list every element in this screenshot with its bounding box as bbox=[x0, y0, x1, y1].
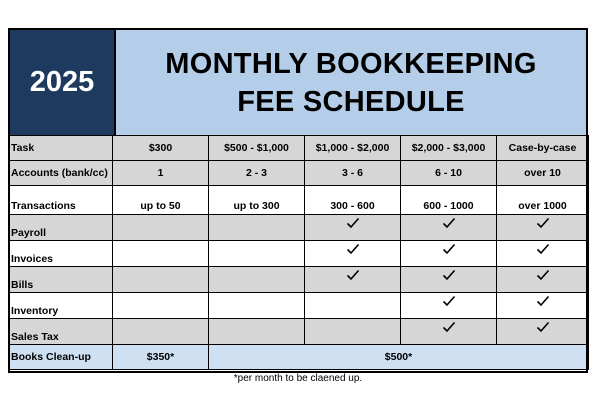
cleanup-price: $350* bbox=[113, 345, 209, 370]
check-icon bbox=[442, 295, 456, 307]
cleanup-row bbox=[9, 345, 589, 370]
table-cell: up to 50 bbox=[113, 186, 209, 215]
check-icon bbox=[442, 269, 456, 281]
row-label: Books Clean-up bbox=[9, 345, 113, 370]
check-cell bbox=[497, 267, 589, 293]
check-cell bbox=[401, 241, 497, 267]
table-cell: 3 - 6 bbox=[305, 161, 401, 186]
check-cell bbox=[305, 293, 401, 319]
row-label: Inventory bbox=[9, 293, 113, 319]
table-header-row bbox=[9, 136, 589, 161]
check-cell bbox=[113, 215, 209, 241]
check-cell bbox=[497, 319, 589, 345]
row-label: Payroll bbox=[9, 215, 113, 241]
fee-table bbox=[8, 135, 589, 370]
check-cell bbox=[209, 293, 305, 319]
check-icon bbox=[346, 217, 360, 229]
table-row bbox=[9, 215, 589, 241]
header bbox=[8, 28, 588, 137]
check-icon bbox=[536, 321, 550, 333]
table-row bbox=[9, 161, 589, 186]
check-icon bbox=[536, 243, 550, 255]
row-label: Accounts (bank/cc) bbox=[9, 161, 113, 186]
check-cell bbox=[497, 215, 589, 241]
row-label: Transactions bbox=[9, 186, 113, 215]
check-cell bbox=[113, 241, 209, 267]
task-header: Task bbox=[9, 136, 113, 161]
fee-schedule bbox=[8, 28, 588, 370]
tier-header: $500 - $1,000 bbox=[209, 136, 305, 161]
table-cell: 6 - 10 bbox=[401, 161, 497, 186]
check-cell bbox=[113, 267, 209, 293]
check-cell bbox=[305, 215, 401, 241]
check-icon bbox=[442, 243, 456, 255]
row-label: Invoices bbox=[9, 241, 113, 267]
tier-header: $2,000 - $3,000 bbox=[401, 136, 497, 161]
table-cell: over 1000 bbox=[497, 186, 589, 215]
row-label: Bills bbox=[9, 267, 113, 293]
row-label: Sales Tax bbox=[9, 319, 113, 345]
check-cell bbox=[401, 293, 497, 319]
table-row bbox=[9, 267, 589, 293]
check-icon bbox=[442, 321, 456, 333]
check-icon bbox=[536, 269, 550, 281]
check-icon bbox=[346, 269, 360, 281]
table-cell: 300 - 600 bbox=[305, 186, 401, 215]
footnote: *per month to be claened up. bbox=[233, 373, 363, 384]
table-cell: up to 300 bbox=[209, 186, 305, 215]
page-title bbox=[116, 30, 586, 135]
check-cell bbox=[497, 241, 589, 267]
tier-header: Case-by-case bbox=[497, 136, 589, 161]
table-row bbox=[9, 241, 589, 267]
table-row bbox=[9, 319, 589, 345]
cleanup-price: $500* bbox=[209, 345, 589, 370]
year-label: 2025 bbox=[10, 30, 116, 135]
check-cell bbox=[113, 319, 209, 345]
check-cell bbox=[497, 293, 589, 319]
table-cell: 2 - 3 bbox=[209, 161, 305, 186]
check-cell bbox=[209, 241, 305, 267]
check-cell bbox=[209, 319, 305, 345]
check-cell bbox=[209, 267, 305, 293]
check-icon bbox=[536, 217, 550, 229]
table-row bbox=[9, 293, 589, 319]
check-cell bbox=[113, 293, 209, 319]
table-cell: over 10 bbox=[497, 161, 589, 186]
check-icon bbox=[536, 295, 550, 307]
tier-header: $300 bbox=[113, 136, 209, 161]
check-cell bbox=[401, 215, 497, 241]
check-cell bbox=[209, 215, 305, 241]
check-icon bbox=[442, 217, 456, 229]
table-cell: 600 - 1000 bbox=[401, 186, 497, 215]
table-row bbox=[9, 186, 589, 215]
check-cell bbox=[305, 241, 401, 267]
check-cell bbox=[305, 319, 401, 345]
tier-header: $1,000 - $2,000 bbox=[305, 136, 401, 161]
title-line-2: FEE SCHEDULE bbox=[237, 85, 465, 118]
check-cell bbox=[305, 267, 401, 293]
title-line-1: MONTHLY BOOKKEEPING bbox=[165, 47, 537, 80]
check-icon bbox=[346, 243, 360, 255]
check-cell bbox=[401, 267, 497, 293]
table-cell: 1 bbox=[113, 161, 209, 186]
check-cell bbox=[401, 319, 497, 345]
